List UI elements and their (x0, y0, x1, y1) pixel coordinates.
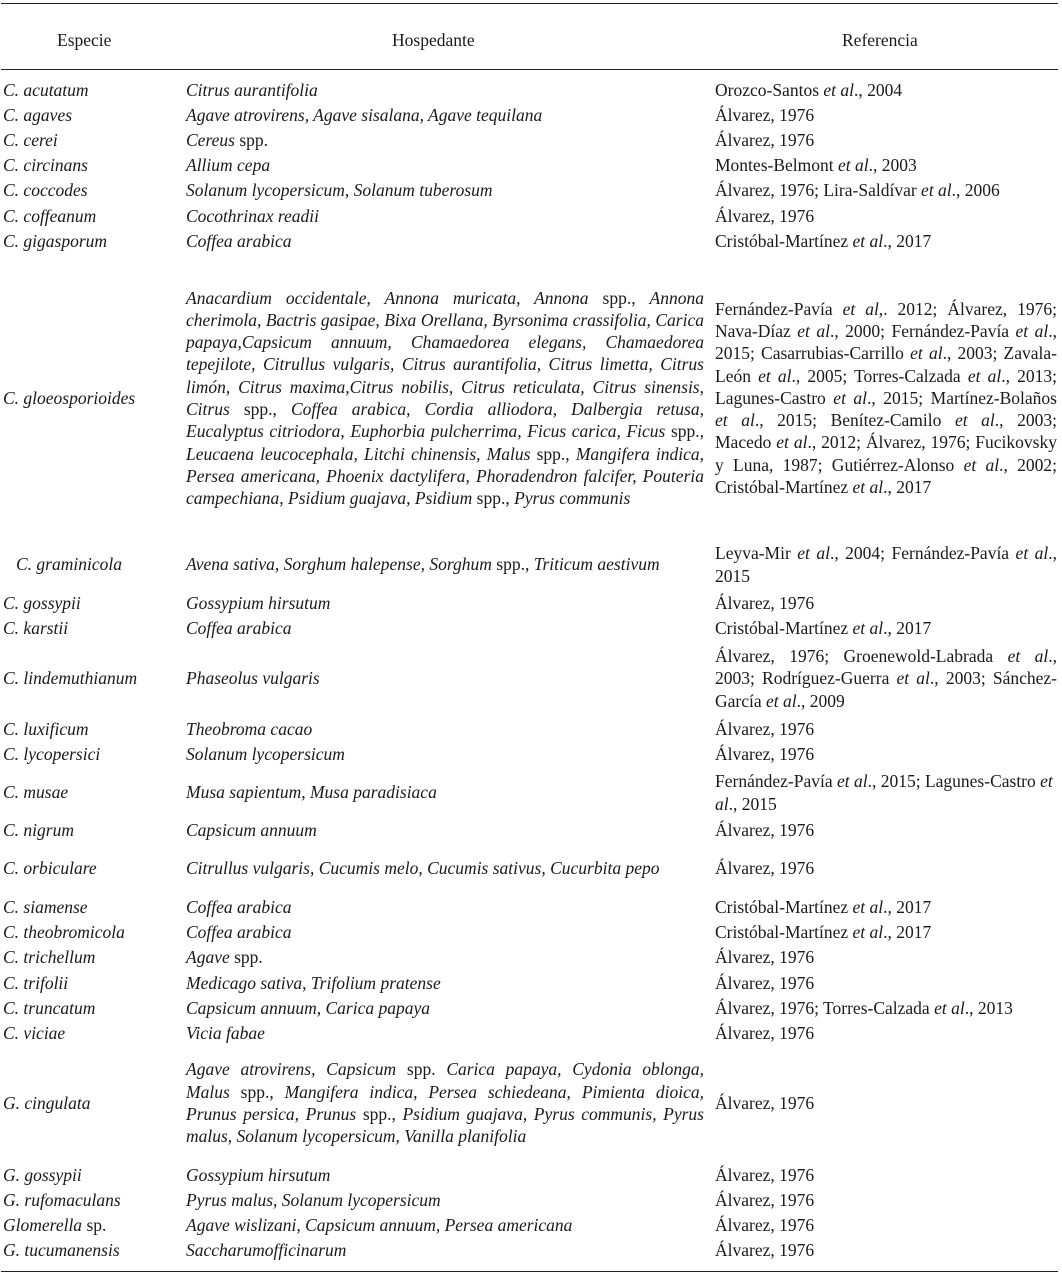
reference-text: et al (852, 230, 884, 251)
host-cell (186, 996, 704, 1020)
species-name: G. cingulata (3, 1092, 91, 1113)
species-cell (3, 229, 178, 253)
host-text: Pyrus malus, Solanum lycopersicum (186, 1189, 441, 1210)
host-text: spp., (588, 287, 650, 308)
host-cell (186, 1047, 704, 1159)
reference-text: Álvarez, 1976 (715, 205, 815, 226)
table-row (0, 770, 1062, 815)
host-cell (186, 229, 704, 253)
reference-text: Álvarez, 1976 (715, 972, 815, 993)
host-text: Mangifera indica, Persea schiedeana, Pimienta dioica, Prunus persica, Prunus (186, 1081, 705, 1124)
species-suffix: sp. (82, 1214, 107, 1235)
host-text: Agave atrovirens, Agave sisalana, Agave tequilana (186, 104, 543, 125)
table-row (0, 229, 1062, 253)
host-text: Coffea arabica (186, 230, 292, 251)
host-text: Coffea arabica (186, 921, 292, 942)
reference-text: Fernández-Pavía (715, 771, 837, 792)
host-text: spp., (229, 1081, 285, 1102)
species-cell (3, 1047, 178, 1159)
species-name: C. lindemuthianum (3, 668, 138, 689)
species-cell (3, 153, 178, 177)
reference-text: ., 2017 (883, 617, 932, 638)
reference-text: et al (837, 154, 869, 175)
reference-text: Cristóbal-Martínez (715, 230, 853, 251)
reference-cell (715, 1047, 1057, 1159)
host-cell (186, 542, 704, 587)
reference-text: ., 2013 (964, 997, 1013, 1018)
species-cell (16, 542, 191, 587)
species-name: C. trifolii (3, 972, 69, 993)
reference-text: et al (1007, 646, 1049, 667)
reference-text: Álvarez, 1976; Torres-Calzada (715, 997, 935, 1018)
host-text: Annona cherimola, Bactris gasipae, Bixa Orellana, Byrsonima crassifolia, Carica papaya,Capsicum annuum, Chamaedorea elegans, Chamaedorea tepejilote, Citrullus vulgaris, Citrus aurantifolia, Citrus limetta, Citrus limón, Citrus maxima,Citrus nobilis, Citrus reticulata, Citrus sinensis, Citrus (186, 287, 704, 419)
table-row (0, 945, 1062, 969)
reference-cell (715, 844, 1057, 892)
host-cell (186, 204, 704, 228)
host-cell (186, 153, 704, 177)
species-cell (3, 895, 178, 919)
reference-text: ., 2017 (883, 921, 932, 942)
species-cell (3, 616, 178, 640)
species-cell (3, 770, 178, 815)
reference-cell (715, 945, 1057, 969)
table-row (0, 263, 1062, 533)
host-text: Agave atrovirens, Capsicum (186, 1059, 397, 1080)
table-row (0, 103, 1062, 127)
host-cell (186, 103, 704, 127)
species-name: C. graminicola (16, 554, 122, 575)
reference-cell (715, 1188, 1057, 1212)
reference-text: Orozco-Santos (715, 79, 824, 100)
reference-cell (715, 770, 1057, 815)
reference-cell (715, 178, 1057, 202)
species-cell (3, 263, 178, 533)
reference-cell (715, 645, 1057, 712)
host-text: spp. (234, 129, 268, 150)
reference-text: Álvarez, 1976 (715, 104, 815, 125)
reference-cell (715, 996, 1057, 1020)
species-name: C. truncatum (3, 997, 96, 1018)
table-row (0, 1213, 1062, 1237)
host-text: Solanum lycopersicum, Solanum tuberosum (186, 179, 493, 200)
reference-text: Álvarez, 1976 (715, 819, 815, 840)
reference-text: Álvarez, 1976 (715, 1189, 815, 1210)
reference-text: ., 2015; Casarrubias-Carrillo (715, 320, 1057, 364)
host-cell (186, 1021, 704, 1045)
table-row (0, 1163, 1062, 1187)
host-text: Coffea arabica (186, 617, 292, 638)
reference-cell (715, 153, 1057, 177)
species-name: C. viciae (3, 1022, 66, 1043)
reference-text: et al (963, 454, 1000, 475)
host-text: Capsicum annuum, Carica papaya (186, 997, 431, 1018)
reference-text: ., 2003 (868, 154, 917, 175)
reference-text: ., 2003; Macedo (715, 410, 1057, 453)
reference-cell (715, 1213, 1057, 1237)
reference-text: Álvarez, 1976; Lira-Saldívar (715, 179, 922, 200)
reference-text: ., 2003; Zavala-León (715, 343, 1057, 386)
reference-cell (715, 895, 1057, 919)
reference-text: Álvarez, 1976 (715, 743, 815, 764)
species-cell (3, 996, 178, 1020)
host-cell (186, 178, 704, 202)
reference-text: Álvarez, 1976 (715, 718, 815, 739)
reference-text: et al (852, 921, 884, 942)
host-text: spp., (356, 1104, 403, 1124)
host-cell (186, 78, 704, 102)
species-cell (3, 717, 178, 741)
host-text: Avena sativa, Sorghum halepense, Sorghum (186, 554, 492, 575)
reference-text: ., 2012; Álvarez, 1976; Fucikovsky y Luna, 1987; Gutiérrez-Alonso (715, 432, 1057, 475)
species-name: C. gigasporum (3, 230, 108, 251)
host-text: Saccharumofficinarum (186, 1239, 347, 1260)
reference-text: et al (797, 320, 830, 341)
species-name: C. siamense (3, 896, 88, 917)
host-text: Psidium guajava, Pyrus communis, Pyrus malus, Solanum lycopersicum, Vanilla planifolia (186, 1104, 704, 1147)
reference-text: ., 2015; Martínez-Bolaños (867, 387, 1057, 408)
reference-text: Leyva-Mir (715, 543, 798, 564)
reference-text: ., 2004; Fernández-Pavía (829, 543, 1016, 564)
reference-text: et al (967, 365, 1002, 386)
species-cell (3, 103, 178, 127)
species-cell (3, 971, 178, 995)
reference-text: et al (954, 410, 995, 431)
species-cell (3, 204, 178, 228)
reference-text: ., 2017 (883, 896, 932, 917)
host-text: Triticum aestivum (533, 554, 660, 575)
reference-text: Álvarez, 1976 (715, 129, 815, 150)
species-name: G. rufomaculans (3, 1189, 121, 1210)
reference-text: . 2012; Álvarez, 1976; Nava-Díaz (715, 298, 1057, 341)
reference-text: ., 2015 (715, 543, 1057, 586)
species-name: C. agaves (3, 104, 73, 125)
host-cell (186, 717, 704, 741)
species-name: C. coffeanum (3, 205, 97, 226)
reference-text: et al (934, 997, 965, 1018)
species-cell (3, 645, 178, 712)
host-text: Cocothrinax readii (186, 205, 320, 226)
species-name: C. musae (3, 782, 69, 803)
species-name: C. coccodes (3, 179, 88, 200)
species-cell (3, 1213, 178, 1237)
species-cell (3, 844, 178, 892)
host-text: Capsicum annuum (186, 819, 317, 840)
species-name: G. gossypii (3, 1164, 82, 1185)
reference-cell (715, 78, 1057, 102)
species-cell (3, 1238, 178, 1262)
host-text: spp., (665, 421, 705, 442)
host-cell (186, 770, 704, 815)
host-text: Citrullus vulgaris, Cucumis melo, Cucumis sativus, Cucurbita pepo (186, 857, 660, 878)
reference-text: Álvarez, 1976 (715, 1214, 815, 1235)
reference-cell (715, 263, 1057, 533)
reference-cell (715, 616, 1057, 640)
reference-text: Álvarez, 1976 (715, 1022, 815, 1043)
host-cell (186, 945, 704, 969)
host-cell (186, 128, 704, 152)
reference-text: et al (1015, 320, 1049, 341)
header-reference: Referencia (842, 30, 918, 50)
reference-cell (715, 717, 1057, 741)
species-cell (3, 742, 178, 766)
host-text: Coffea arabica, Cordia alliodora, Dalbergia retusa, Eucalyptus citriodora, Euphorbia pulcherrima, Ficus carica, Ficus (186, 399, 704, 442)
host-text: Gossypium hirsutum (186, 592, 331, 613)
reference-cell (715, 103, 1057, 127)
reference-text: ., 2015 (728, 793, 777, 814)
host-text: spp. (396, 1059, 447, 1080)
host-text: spp., (491, 554, 534, 575)
host-cell (186, 844, 704, 892)
table-row (0, 178, 1062, 202)
species-name: Glomerella (3, 1214, 83, 1235)
reference-cell (715, 204, 1057, 228)
reference-cell (715, 229, 1057, 253)
species-cell (3, 1188, 178, 1212)
host-cell (186, 263, 704, 533)
host-text: Cereus (186, 129, 235, 150)
host-cell (186, 645, 704, 712)
reference-text: et al (921, 179, 952, 200)
table-top-rule (1, 3, 1058, 4)
host-cell (186, 1213, 704, 1237)
header-species: Especie (57, 30, 112, 50)
reference-text: et al, (842, 298, 884, 319)
host-cell (186, 1163, 704, 1187)
reference-cell (715, 1238, 1057, 1262)
reference-text: et al (833, 387, 868, 408)
table-row (0, 645, 1062, 712)
reference-text: Álvarez, 1976 (715, 946, 815, 967)
reference-cell (715, 818, 1057, 842)
table-row (0, 920, 1062, 944)
table-row (0, 204, 1062, 228)
table-row (0, 895, 1062, 919)
reference-text: Montes-Belmont (715, 154, 838, 175)
species-cell (3, 78, 178, 102)
host-text: Agave wislizani, Capsicum annuum, Persea americana (186, 1214, 573, 1235)
reference-text: Cristóbal-Martínez (715, 921, 853, 942)
reference-text: Álvarez, 1976 (715, 1239, 815, 1260)
reference-text: et al (758, 365, 792, 386)
species-cell (3, 920, 178, 944)
reference-cell (715, 591, 1057, 615)
species-name: C. cerei (3, 129, 58, 150)
reference-text: ., 2002; Cristóbal-Martínez (715, 454, 1057, 498)
host-text: spp., (229, 399, 291, 419)
table-row (0, 818, 1062, 842)
reference-cell (715, 128, 1057, 152)
reference-text: et al (715, 410, 755, 431)
reference-text: ., 2015; Lagunes-Castro (867, 771, 1041, 792)
species-name: C. orbiculare (3, 857, 97, 878)
reference-text: ., 2000; Fernández-Pavía (829, 320, 1016, 341)
reference-text: et al (776, 432, 808, 453)
host-text: Coffea arabica (186, 896, 292, 917)
reference-text: et al (715, 771, 1053, 814)
species-name: C. luxificum (3, 718, 89, 739)
table-row (0, 1047, 1062, 1159)
reference-text: ., 2015; Benítez-Camilo (754, 410, 955, 431)
host-text: spp. (229, 946, 263, 967)
host-text: Theobroma cacao (186, 718, 313, 739)
species-name: C. karstii (3, 617, 69, 638)
reference-text: Cristóbal-Martínez (715, 896, 853, 917)
reference-text: et al (1015, 543, 1049, 564)
reference-text: ., 2003; Rodríguez-Guerra (715, 646, 1058, 689)
reference-text: Álvarez, 1976 (715, 857, 815, 878)
species-cell (3, 178, 178, 202)
table-row (0, 1188, 1062, 1212)
table-row (0, 971, 1062, 995)
host-cell (186, 591, 704, 615)
species-name: C. nigrum (3, 819, 74, 840)
reference-text: et al (852, 477, 884, 498)
host-cell (186, 920, 704, 944)
reference-text: et al (896, 668, 930, 689)
host-text: Mangifera indica, Persea americana, Phoenix dactylifera, Phoradendron falcifer, Pouteria campechiana, Psidium guajava, Psidium (186, 443, 705, 509)
table-row (0, 742, 1062, 766)
reference-text: Álvarez, 1976 (715, 592, 815, 613)
reference-cell (715, 920, 1057, 944)
species-name: G. tucumanensis (3, 1239, 120, 1260)
reference-text: et al (910, 343, 943, 364)
host-cell (186, 616, 704, 640)
host-cell (186, 895, 704, 919)
table-bottom-rule (1, 1271, 1058, 1272)
reference-text: ., 2004 (854, 79, 903, 100)
host-text: Gossypium hirsutum (186, 1164, 331, 1185)
species-cell (3, 818, 178, 842)
host-text: Pyrus communis (514, 488, 631, 509)
reference-text: et al (766, 690, 797, 711)
table-row (0, 996, 1062, 1020)
species-name: C. gloeosporioides (3, 387, 136, 408)
reference-text: ., 2017 (883, 477, 932, 498)
species-name: C. lycopersici (3, 743, 101, 764)
host-cell (186, 971, 704, 995)
reference-text: et al (852, 896, 884, 917)
table-row (0, 591, 1062, 615)
species-name: C. trichellum (3, 946, 96, 967)
reference-cell (715, 542, 1057, 587)
reference-text: Álvarez, 1976 (715, 1164, 815, 1185)
host-text: Allium cepa (186, 154, 271, 175)
table-row (0, 616, 1062, 640)
reference-cell (715, 1163, 1057, 1187)
host-cell (186, 1238, 704, 1262)
reference-text: et al (823, 79, 855, 100)
table-row (0, 153, 1062, 177)
species-cell (3, 1021, 178, 1045)
host-text: spp., (530, 443, 576, 464)
species-name: C. theobromicola (3, 921, 125, 942)
species-name: C. acutatum (3, 79, 89, 100)
host-text: Solanum lycopersicum (186, 743, 345, 764)
header-host: Hospedante (392, 30, 475, 50)
header-rule (1, 69, 1058, 70)
host-text: Vicia fabae (186, 1022, 265, 1043)
host-cell (186, 1188, 704, 1212)
table-row (0, 128, 1062, 152)
species-name: C. circinans (3, 154, 88, 175)
host-text: Phaseolus vulgaris (186, 668, 320, 689)
host-text: Citrus aurantifolia (186, 79, 318, 100)
table-row (0, 844, 1062, 892)
host-text: Anacardium occidentale, Annona muricata, Annona (186, 287, 589, 308)
host-text: Medicago sativa, Trifolium pratense (186, 972, 441, 993)
reference-text: ., 2005; Torres-Calzada (791, 365, 968, 386)
reference-text: et al (797, 543, 830, 564)
reference-text: Álvarez, 1976; Groenewold-Labrada (715, 646, 1008, 667)
reference-text: ., 2009 (796, 690, 845, 711)
species-name: C. gossypii (3, 592, 81, 613)
host-cell (186, 742, 704, 766)
species-cell (3, 945, 178, 969)
table-row (0, 1021, 1062, 1045)
reference-text: et al (836, 771, 868, 792)
species-cell (3, 128, 178, 152)
host-text: spp., (472, 488, 515, 509)
host-text: Musa sapientum, Musa paradisiaca (186, 782, 437, 803)
reference-text: et al (852, 617, 884, 638)
host-text: Carica papaya, Cydonia oblonga, Malus (186, 1059, 705, 1102)
table-row (0, 717, 1062, 741)
reference-text: ., 2003; Sánchez-García (715, 668, 1057, 711)
reference-cell (715, 1021, 1057, 1045)
host-cell (186, 818, 704, 842)
host-text: Agave (186, 946, 230, 967)
species-cell (3, 1163, 178, 1187)
table-row (0, 1238, 1062, 1262)
reference-text: Álvarez, 1976 (715, 1092, 815, 1113)
table-row (0, 78, 1062, 102)
reference-text: ., 2013; Lagunes-Castro (715, 365, 1057, 408)
reference-text: Cristóbal-Martínez (715, 617, 853, 638)
table-row (0, 542, 1062, 587)
species-cell (3, 591, 178, 615)
reference-text: ., 2006 (951, 179, 1000, 200)
reference-text: ., 2017 (883, 230, 932, 251)
reference-cell (715, 742, 1057, 766)
host-text: Leucaena leucocephala, Litchi chinensis, Malus (186, 443, 531, 464)
reference-cell (715, 971, 1057, 995)
reference-text: Fernández-Pavía (715, 298, 843, 319)
